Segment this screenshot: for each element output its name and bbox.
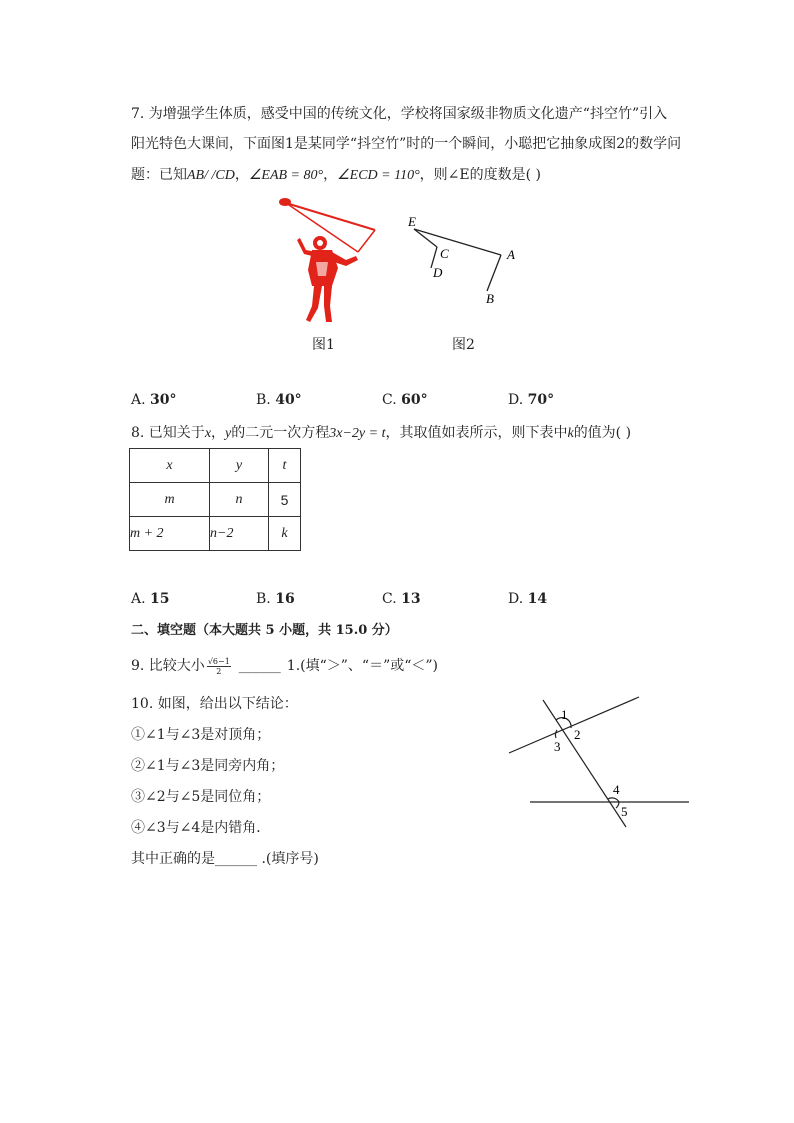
figure2-caption: 图2 [452,337,475,353]
label-e: E [408,214,416,229]
table-header-y: y [210,449,269,483]
q8-value-table [129,448,301,551]
q7-angle-eab: ∠EAB = 80° [248,168,324,183]
q7-line2: 阳光特色大课间，下面图1是某同学“抖空竹”时的一个瞬间，小聪把它抽象成图2的数学问 [131,136,682,152]
q7-sep1: ， [234,167,249,183]
table-cell: k [269,517,301,551]
q7-option-a[interactable]: A. 30° [131,392,177,408]
table-cell: n [210,483,269,517]
q9-stem: 9. 比较大小 $\frac{√6-1}{2}$ ______ 1.(填“＞”、“＝”或“＜”) [131,656,439,676]
q7-line3 [131,166,541,185]
angle-label-1: 1 [561,707,568,722]
q8-option-c[interactable]: C. 13 [382,591,421,607]
q10-intro: 10. 如图，给出以下结论： [131,696,298,712]
q7-option-c[interactable]: C. 60° [382,392,428,408]
q10-answer-line: 其中正确的是______ .(填序号) [131,851,319,867]
angle-label-2: 2 [574,727,581,742]
table-header-row [130,449,301,483]
table-header-t: t [269,449,301,483]
segment-ea [414,229,501,255]
q8-equation: 3x−2y = t [329,426,386,441]
q7-line3-suffix: ，则∠E的度数是( ) [419,167,541,183]
angle-label-5: 5 [621,804,628,819]
q7-line3-prefix: 题：已知 [131,167,187,183]
table-row [130,483,301,517]
q8-option-d[interactable]: D. 14 [508,591,548,607]
angle-label-3: 3 [554,739,561,754]
section-title-fill-in: 二、填空题（本大题共 5 小题，共 15.0 分） [131,623,398,638]
q8-option-b[interactable]: B. 16 [256,591,295,607]
q7-parallel-condition: AB/ /CD [187,168,235,183]
q8-option-a[interactable]: A. 15 [131,591,170,607]
segment-ec [414,229,437,247]
q10-item-4: ④∠3与∠4是内错角． [131,820,271,836]
table-header-x: x [130,449,210,483]
segment-ab [487,255,501,291]
table-cell: 5 [269,483,301,517]
label-a: A [507,247,515,262]
q7-angle-ecd: ∠ECD = 110° [337,168,420,183]
q7-option-b[interactable]: B. 40° [256,392,302,408]
label-b: B [486,291,494,306]
q9-blank[interactable]: ______ [238,658,281,674]
table-cell: m + 2 [130,517,210,551]
q7-option-d[interactable]: D. 70° [508,392,555,408]
angle-label-4: 4 [613,782,620,797]
q8-stem: 8. 已知关于x，y的二元一次方程3x−2y = t，其取值如表所示，则下表中k的值为( ) [131,425,632,441]
q9-fraction: $\frac{√6-1}{2}$ [207,656,230,676]
diabolo-player-illustration [272,190,384,330]
table-row [130,517,301,551]
figure1-caption: 图1 [312,337,335,353]
table-cell: n−2 [210,517,269,551]
table-cell: m [130,483,210,517]
q10-angles-diagram [505,690,695,830]
q7-line1: 7. 为增强学生体质，感受中国的传统文化，学校将国家级非物质文化遗产“抖空竹”引入 [131,106,668,122]
figure2-diagram [400,208,530,313]
q10-item-1: ①∠1与∠3是对顶角； [131,727,271,743]
q10-item-2: ②∠1与∠3是同旁内角； [131,758,285,774]
q7-sep2: ， [323,167,338,183]
label-d: D [433,265,443,280]
q10-item-3: ③∠2与∠5是同位角； [131,789,271,805]
label-c: C [440,246,449,261]
